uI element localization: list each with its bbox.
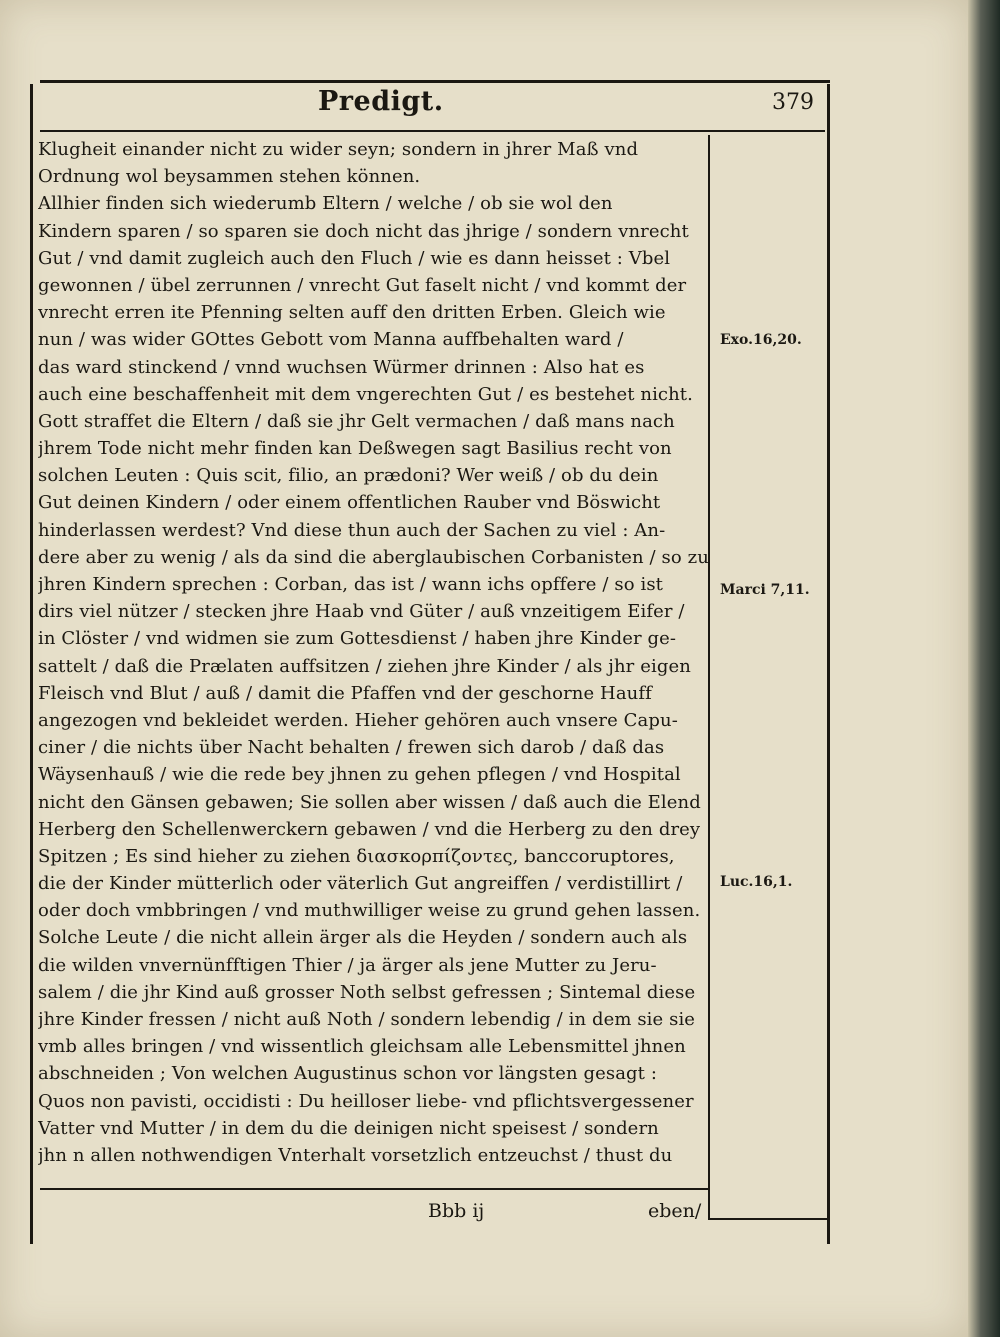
text-line: vmb alles bringen / vnd wissentlich gleichsam alle Lebensmittel jhnen xyxy=(38,1036,686,1058)
text-line: Allhier finden sich wiederumb Eltern / welche / ob sie wol den xyxy=(38,193,613,215)
text-line: nicht den Gänsen gebawen; Sie sollen aber wissen / daß auch die Elend xyxy=(38,791,701,813)
text-line: die der Kinder mütterlich oder väterlich Gut angreiffen / verdistillirt / xyxy=(38,873,683,895)
text-line: solchen Leuten : Quis scit, filio, an prædoni? Wer weiß / ob du dein xyxy=(38,465,659,487)
footer-rule xyxy=(40,1188,708,1190)
text-line: hinderlassen werdest? Vnd diese thun auch der Sachen zu viel : An- xyxy=(38,519,666,541)
right-rule xyxy=(827,84,830,1244)
bottom-rule xyxy=(708,1218,828,1220)
text-line: die wilden vnvernünfftigen Thier / ja ärger als jene Mutter zu Jeru- xyxy=(38,954,657,976)
text-line: ciner / die nichts über Nacht behalten / frewen sich darob / daß das xyxy=(38,737,665,759)
page-number: 379 xyxy=(772,90,814,115)
text-line: Kindern sparen / so sparen sie doch nicht das jhrige / sondern vnrecht xyxy=(38,220,689,242)
margin-note-exo: Exo.16,20. xyxy=(720,332,802,348)
text-line: jhrem Tode nicht mehr finden kan Deßwegen sagt Basilius recht von xyxy=(38,438,672,460)
text-line: jhren Kindern sprechen : Corban, das ist / wann ichs opffere / so ist xyxy=(38,574,663,595)
text-line: jhn n allen nothwendigen Vnterhalt vorsetzlich entzeuchst / thust du xyxy=(38,1144,673,1166)
text-line: abschneiden ; Von welchen Augustinus schon vor längsten gesagt : xyxy=(38,1063,657,1085)
body-text xyxy=(38,136,718,1169)
text-line: Gut deinen Kindern / oder einem offentlichen Rauber vnd Böswicht xyxy=(38,492,661,514)
text-line: vnrecht erren ite Pfenning selten auff den dritten Erben. Gleich wie xyxy=(38,302,666,324)
catchword: eben/ xyxy=(648,1200,702,1222)
text-line: Vatter vnd Mutter / in dem du die deinigen nicht speisest / sondern xyxy=(38,1117,659,1139)
text-line: Ordnung wol beysammen stehen können. xyxy=(38,166,421,188)
header-underline xyxy=(40,130,825,132)
text-line: gewonnen / übel zerrunnen / vnrecht Gut faselt nicht / vnd kommt der xyxy=(38,274,687,296)
text-line: das ward stinckend / vnnd wuchsen Würmer drinnen : Also hat es xyxy=(38,356,645,378)
text-line: auch eine beschaffenheit mit dem vngerechten Gut / es bestehet nicht. xyxy=(38,383,693,405)
page-title: Predigt. xyxy=(318,86,444,117)
text-line: dirs viel nützer / stecken jhre Haab vnd Güter / auß vnzeitigem Eifer / xyxy=(38,601,685,623)
page-edge xyxy=(968,0,1000,1337)
text-line: oder doch vmbbringen / vnd muthwilliger weise zu grund gehen lassen. xyxy=(38,900,701,922)
text-line: sattelt / daß die Prælaten auffsitzen / ziehen jhre Kinder / als jhr eigen xyxy=(38,655,691,677)
text-line: angezogen vnd bekleidet werden. Hieher gehören auch vnsere Capu- xyxy=(38,709,678,731)
text-line: in Clöster / vnd widmen sie zum Gottesdienst / haben jhre Kinder ge- xyxy=(38,628,677,650)
text-line: jhre Kinder fressen / nicht auß Noth / sondern lebendig / in dem sie sie xyxy=(38,1009,696,1030)
text-line: Solche Leute / die nicht allein ärger als die Heyden / sondern auch als xyxy=(38,927,688,949)
top-rule xyxy=(40,80,830,83)
text-line: Wäysenhauß / wie die rede bey jhnen zu gehen pflegen / vnd Hospital xyxy=(38,764,681,786)
signature-mark: Bbb ij xyxy=(428,1200,485,1222)
text-line: Fleisch vnd Blut / auß / damit die Pfaffen vnd der geschorne Hauff xyxy=(38,682,652,704)
text-line: Gott straffet die Eltern / daß sie jhr Gelt vermachen / daß mans nach xyxy=(38,410,675,432)
text-line: Gut / vnd damit zugleich auch den Fluch / wie es dann heisset : Vbel xyxy=(38,247,671,269)
text-line: Klugheit einander nicht zu wider seyn; sondern in jhrer Maß vnd xyxy=(38,139,639,160)
text-line: Quos non pavisti, occidisti : Du heilloser liebe- vnd pflichtsvergessener xyxy=(38,1090,694,1112)
text-line: Spitzen ; Es sind hieher zu ziehen διασκορπίζοντες, banccoruptores, xyxy=(38,845,675,867)
text-line: dere aber zu wenig / als da sind die aberglaubischen Corbanisten / so zu xyxy=(38,546,709,568)
text-line: nun / was wider GOttes Gebott vom Manna auffbehalten ward / xyxy=(38,329,624,351)
margin-note-luc: Luc.16,1. xyxy=(720,874,793,890)
left-rule xyxy=(30,84,33,1244)
margin-note-marci: Marci 7,11. xyxy=(720,582,810,598)
text-line: Herberg den Schellenwerckern gebawen / vnd die Herberg zu den drey xyxy=(38,818,701,840)
text-line: salem / die jhr Kind auß grosser Noth selbst gefressen ; Sintemal diese xyxy=(38,981,696,1003)
